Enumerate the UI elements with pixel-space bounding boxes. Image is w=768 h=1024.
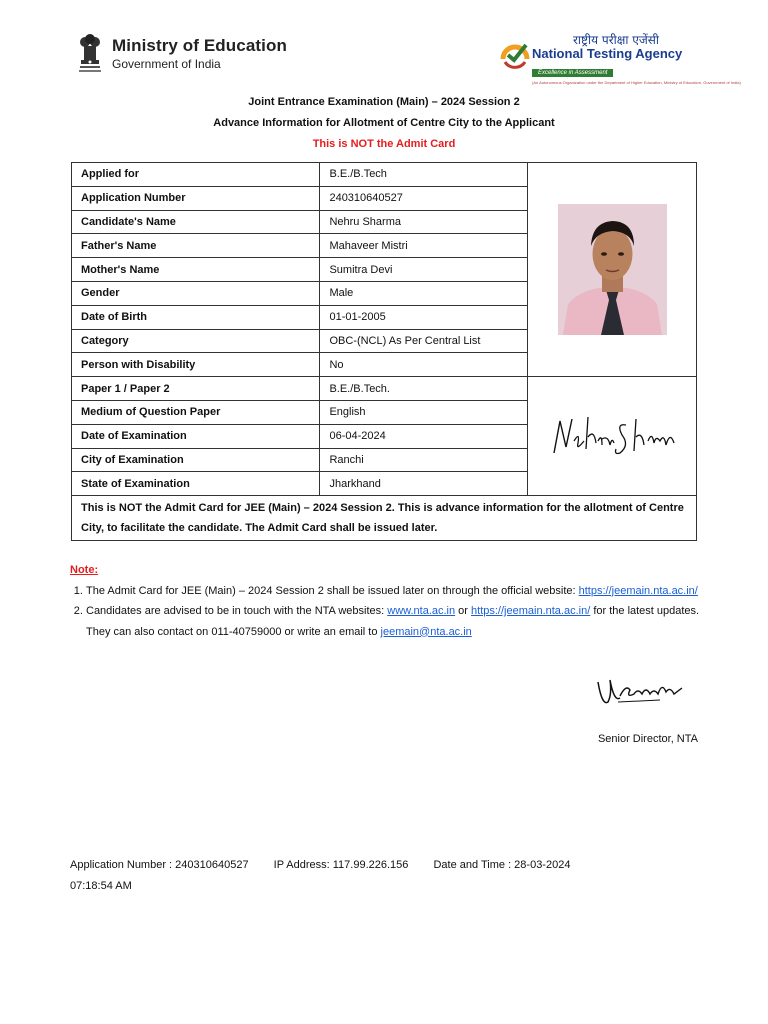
list-item bbox=[86, 601, 700, 642]
field-value: Ranchi bbox=[320, 448, 528, 472]
field-label: Father's Name bbox=[72, 234, 320, 258]
field-value: 06-04-2024 bbox=[320, 424, 528, 448]
notes-list bbox=[86, 581, 700, 643]
footer-application-number: Application Number : 240310640527 bbox=[70, 859, 249, 871]
field-label: Person with Disability bbox=[72, 353, 320, 377]
note-text: The Admit Card for JEE (Main) – 2024 Session 2 shall be issued later on through the official website: bbox=[86, 584, 579, 597]
signature-cell bbox=[528, 377, 697, 496]
field-value: Nehru Sharma bbox=[320, 210, 528, 234]
ministry-subtitle: Government of India bbox=[112, 57, 221, 71]
note-text: or bbox=[455, 605, 472, 617]
field-value: B.E./B.Tech bbox=[320, 163, 528, 187]
jeemain-link[interactable]: https://jeemain.nta.ac.in/ bbox=[578, 584, 698, 597]
field-label: Medium of Question Paper bbox=[72, 400, 320, 424]
notes-heading: Note: bbox=[70, 564, 99, 576]
nta-title: National Testing Agency bbox=[532, 46, 683, 61]
note-text: Candidates are advised to be in touch with the NTA websites: bbox=[86, 605, 388, 617]
document-header bbox=[70, 30, 741, 85]
list-item bbox=[86, 581, 700, 602]
field-value: OBC-(NCL) As Per Central List bbox=[320, 329, 528, 353]
table-footnote: This is NOT the Admit Card for JEE (Main) – 2024 Session 2. This is advance information for the allotment of Centre City, to facilitate the candidate. The Admit Card shall be issued later. bbox=[72, 496, 697, 541]
field-value: No bbox=[320, 353, 528, 377]
signatory-designation: Senior Director, NTA bbox=[597, 733, 698, 745]
candidate-photo bbox=[558, 204, 667, 335]
field-label: Mother's Name bbox=[72, 258, 320, 282]
field-value: Male bbox=[320, 281, 528, 305]
document-title: Advance Information for Allotment of Centre City to the Applicant bbox=[213, 117, 555, 129]
field-label: Gender bbox=[72, 281, 320, 305]
field-label: City of Examination bbox=[72, 448, 320, 472]
note-text: for the latest updates. They can also contact on 011-40759000 or write an email to bbox=[86, 605, 700, 638]
field-label: State of Examination bbox=[72, 472, 320, 496]
table-row bbox=[72, 377, 697, 401]
field-value: 240310640527 bbox=[320, 186, 528, 210]
national-emblem-icon bbox=[70, 30, 110, 76]
jeemain-link[interactable]: https://jeemain.nta.ac.in/ bbox=[471, 605, 591, 617]
field-value: Mahaveer Mistri bbox=[320, 234, 528, 258]
notes-section bbox=[70, 560, 700, 642]
field-label: Candidate's Name bbox=[72, 210, 320, 234]
field-label: Date of Birth bbox=[72, 305, 320, 329]
nta-tagline: Excellence in Assessment bbox=[532, 69, 613, 77]
field-label: Paper 1 / Paper 2 bbox=[72, 377, 320, 401]
not-admit-card-warning: This is NOT the Admit Card bbox=[312, 138, 456, 150]
candidate-signature bbox=[542, 401, 682, 471]
candidate-details-table bbox=[71, 162, 697, 541]
field-label: Application Number bbox=[72, 186, 320, 210]
field-value: Jharkhand bbox=[320, 472, 528, 496]
nta-website-link[interactable]: www.nta.ac.in bbox=[387, 605, 456, 617]
ministry-title: Ministry of Education bbox=[112, 36, 287, 55]
table-row bbox=[72, 496, 697, 541]
director-signature bbox=[590, 672, 690, 712]
field-label: Category bbox=[72, 329, 320, 353]
field-value: English bbox=[320, 400, 528, 424]
email-link[interactable]: jeemain@nta.ac.in bbox=[380, 625, 472, 638]
nta-hindi-title: राष्ट्रीय परीक्षा एजेंसी bbox=[572, 33, 660, 47]
field-value: B.E./B.Tech. bbox=[320, 377, 528, 401]
document-footer bbox=[70, 855, 590, 896]
exam-title: Joint Entrance Examination (Main) – 2024 Session 2 bbox=[248, 96, 520, 108]
photo-cell bbox=[528, 163, 697, 377]
nta-subtext: (An Autonomous Organization under the Department of Higher Education, Ministry of Education, Government of India) bbox=[532, 80, 741, 85]
ministry-logo-block bbox=[70, 30, 287, 76]
document-titles bbox=[0, 92, 768, 155]
footer-ip-address: IP Address: 117.99.226.156 bbox=[273, 859, 409, 871]
field-value: 01-01-2005 bbox=[320, 305, 528, 329]
table-row bbox=[72, 163, 697, 187]
field-label: Applied for bbox=[72, 163, 320, 187]
nta-logo-icon bbox=[500, 37, 530, 67]
footer-datetime: Date and Time : 28-03-2024 07:18:54 AM bbox=[70, 859, 571, 892]
nta-logo-block bbox=[500, 33, 741, 85]
field-label: Date of Examination bbox=[72, 424, 320, 448]
field-value: Sumitra Devi bbox=[320, 258, 528, 282]
